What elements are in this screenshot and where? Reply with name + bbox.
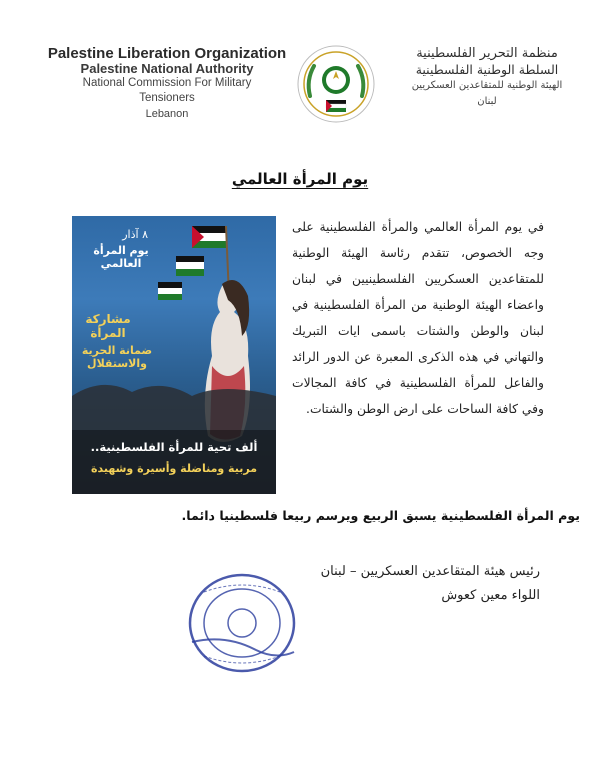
page-title: يوم المرأة العالمي bbox=[231, 170, 369, 188]
country-ar: لبنان bbox=[477, 96, 497, 107]
poster-roles: مربية ومناضلة وأسيرة وشهيدة bbox=[91, 462, 257, 475]
signature-name: اللواء معين كعوش bbox=[441, 588, 540, 603]
poster-participation: مشاركة المرأة bbox=[85, 312, 131, 340]
commission-name-en: National Commission For Military bbox=[82, 77, 252, 89]
poster-date: ٨ آذار bbox=[122, 228, 148, 241]
authority-name-en: Palestine National Authority bbox=[80, 61, 254, 76]
org-name-ar: منظمة التحرير الفلسطينية bbox=[416, 46, 558, 61]
womens-day-poster bbox=[72, 216, 276, 494]
poster-day-label: يوم المرأة العالمي bbox=[93, 244, 149, 270]
org-name-en: Palestine Liberation Organization bbox=[47, 45, 287, 62]
poster-greeting: ألف تحية للمرأة الفلسطينية.. bbox=[90, 440, 258, 454]
body-paragraph: في يوم المرأة العالمي والمرأة الفلسطينية على وجه الخصوص، تتقدم رئاسة الهيئة الوطنية للمتقاعدين العسكريين الفلسطينيين في لبنان واعضاء الهيئة الوطنية من المرأة الفلسطينية في لبنان والوطن والشتات باسمى ايات التبريك والتهاني في هذه الذكرى المعبرة عن الدور الرائد والفاعل للمرأة الفلسطينية في كافة المجالات وفي كافة الساحات على ارض الوطن والشتات. bbox=[292, 220, 544, 416]
header-arabic bbox=[402, 46, 572, 110]
header-english bbox=[42, 46, 292, 122]
signature-block bbox=[180, 560, 540, 608]
commission-name-ar: الهيئة الوطنية للمتقاعدين العسكريين bbox=[411, 80, 563, 91]
poster-freedom: ضمانة الحرية والاستقلال bbox=[81, 344, 153, 370]
commission-name-en-cont: Tensioners bbox=[139, 92, 195, 104]
closing-slogan: يوم المرأة الفلسطينية يسبق الربيع ويرسم ربيعا فلسطينيا دائما. bbox=[181, 508, 580, 523]
organization-seal-logo bbox=[296, 44, 376, 124]
authority-name-ar: السلطة الوطنية الفلسطينية bbox=[415, 62, 559, 77]
signature-title: رئيس هيئة المتقاعدين العسكريين – لبنان bbox=[320, 564, 540, 579]
country-en: Lebanon bbox=[145, 108, 189, 120]
